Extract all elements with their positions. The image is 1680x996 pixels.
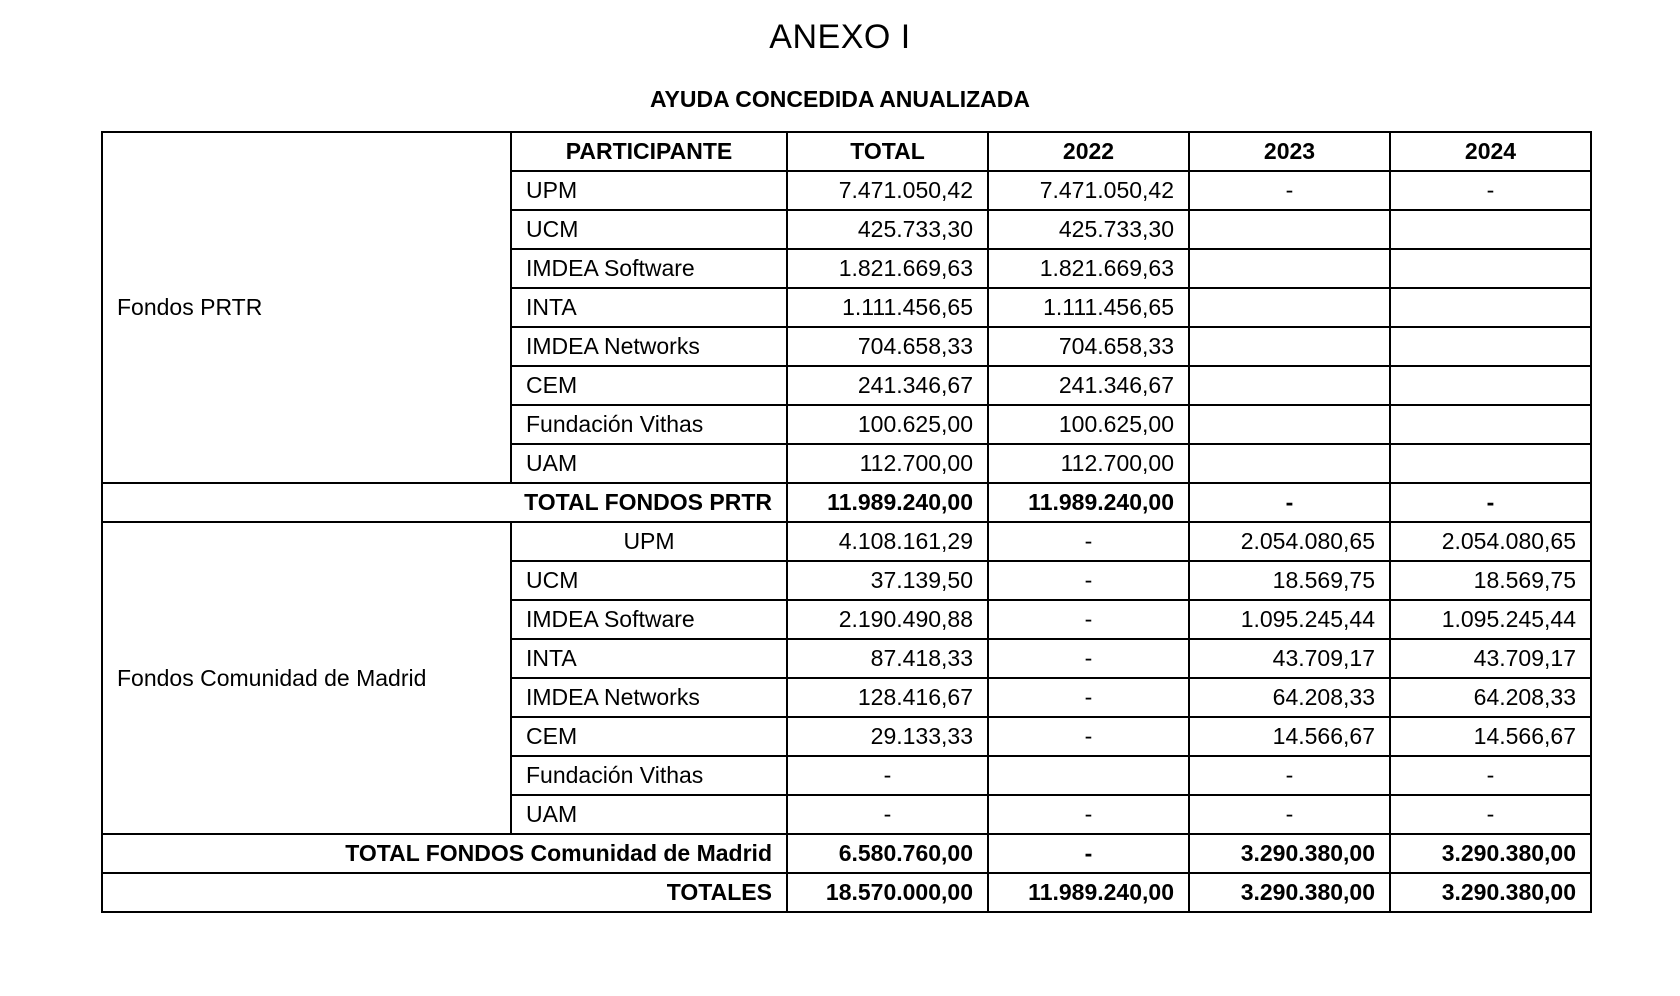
subtotal-row-cam — [102, 834, 1591, 873]
cell-total: 4.108.161,29 — [787, 522, 988, 561]
cell-2022: 425.733,30 — [988, 210, 1189, 249]
cell-2023 — [1189, 210, 1390, 249]
cell-2023: 3.290.380,00 — [1189, 873, 1390, 912]
cell-2022: 241.346,67 — [988, 366, 1189, 405]
cell-2022: 11.989.240,00 — [988, 483, 1189, 522]
cell-total: - — [787, 756, 988, 795]
cell-2022: - — [988, 639, 1189, 678]
subtotal-row-prtr — [102, 483, 1591, 522]
cell-2024 — [1390, 327, 1591, 366]
table-row — [102, 522, 1591, 561]
cell-total: 425.733,30 — [787, 210, 988, 249]
page-subtitle: AYUDA CONCEDIDA ANUALIZADA — [650, 86, 1030, 112]
cell-2024: 14.566,67 — [1390, 717, 1591, 756]
cell-total: 87.418,33 — [787, 639, 988, 678]
group-label-cam: Fondos Comunidad de Madrid — [102, 522, 511, 834]
cell-2024: - — [1390, 171, 1591, 210]
participant-name: UCM — [511, 561, 787, 600]
cell-2024: - — [1390, 483, 1591, 522]
cell-2023: - — [1189, 795, 1390, 834]
cell-2024: - — [1390, 795, 1591, 834]
cell-2022: - — [988, 678, 1189, 717]
cell-2023: 64.208,33 — [1189, 678, 1390, 717]
participant-name: UPM — [511, 171, 787, 210]
cell-2023: 2.054.080,65 — [1189, 522, 1390, 561]
page-title: ANEXO I — [769, 18, 911, 56]
cell-total: 704.658,33 — [787, 327, 988, 366]
cell-total: 128.416,67 — [787, 678, 988, 717]
cell-2024: - — [1390, 756, 1591, 795]
cell-2024 — [1390, 405, 1591, 444]
cell-2023: 14.566,67 — [1189, 717, 1390, 756]
participant-name: IMDEA Software — [511, 249, 787, 288]
cell-2023 — [1189, 249, 1390, 288]
cell-2022: - — [988, 717, 1189, 756]
cell-2022: 100.625,00 — [988, 405, 1189, 444]
cell-2023 — [1189, 327, 1390, 366]
cell-2023 — [1189, 405, 1390, 444]
participant-name: UAM — [511, 444, 787, 483]
participant-name: IMDEA Networks — [511, 678, 787, 717]
cell-total: 11.989.240,00 — [787, 483, 988, 522]
cell-2023: - — [1189, 756, 1390, 795]
cell-2022: 1.821.669,63 — [988, 249, 1189, 288]
cell-2022: 704.658,33 — [988, 327, 1189, 366]
participant-name: UCM — [511, 210, 787, 249]
cell-2024 — [1390, 288, 1591, 327]
cell-2023 — [1189, 444, 1390, 483]
cell-2022: 7.471.050,42 — [988, 171, 1189, 210]
cell-2024: 18.569,75 — [1390, 561, 1591, 600]
cell-total: 2.190.490,88 — [787, 600, 988, 639]
cell-2023: 43.709,17 — [1189, 639, 1390, 678]
participant-name: UAM — [511, 795, 787, 834]
cell-2023: - — [1189, 171, 1390, 210]
cell-total: 1.821.669,63 — [787, 249, 988, 288]
cell-2022: - — [988, 834, 1189, 873]
cell-2023: 3.290.380,00 — [1189, 834, 1390, 873]
cell-total: 100.625,00 — [787, 405, 988, 444]
cell-total: - — [787, 795, 988, 834]
participant-name: UPM — [511, 522, 787, 561]
cell-total: 7.471.050,42 — [787, 171, 988, 210]
cell-2022: 11.989.240,00 — [988, 873, 1189, 912]
cell-2023: - — [1189, 483, 1390, 522]
header-total: TOTAL — [787, 132, 988, 171]
cell-total: 18.570.000,00 — [787, 873, 988, 912]
cell-2024 — [1390, 444, 1591, 483]
cell-total: 37.139,50 — [787, 561, 988, 600]
header-2023: 2023 — [1189, 132, 1390, 171]
participant-name: INTA — [511, 639, 787, 678]
cell-2024 — [1390, 249, 1591, 288]
cell-2022 — [988, 756, 1189, 795]
cell-2024 — [1390, 210, 1591, 249]
cell-2024: 43.709,17 — [1390, 639, 1591, 678]
funding-table — [101, 131, 1592, 913]
subtotal-label: TOTAL FONDOS PRTR — [102, 483, 787, 522]
cell-total: 29.133,33 — [787, 717, 988, 756]
header-participante: PARTICIPANTE — [511, 132, 787, 171]
header-2022: 2022 — [988, 132, 1189, 171]
cell-2022: - — [988, 522, 1189, 561]
participant-name: CEM — [511, 717, 787, 756]
cell-total: 112.700,00 — [787, 444, 988, 483]
cell-total: 1.111.456,65 — [787, 288, 988, 327]
cell-total: 241.346,67 — [787, 366, 988, 405]
cell-2024: 1.095.245,44 — [1390, 600, 1591, 639]
participant-name: INTA — [511, 288, 787, 327]
cell-2024 — [1390, 366, 1591, 405]
participant-name: CEM — [511, 366, 787, 405]
cell-2022: - — [988, 561, 1189, 600]
group-label-prtr: Fondos PRTR — [102, 132, 511, 483]
cell-2024: 3.290.380,00 — [1390, 834, 1591, 873]
header-row — [102, 132, 1591, 171]
grand-total-row — [102, 873, 1591, 912]
participant-name: Fundación Vithas — [511, 756, 787, 795]
cell-2024: 2.054.080,65 — [1390, 522, 1591, 561]
cell-2022: - — [988, 600, 1189, 639]
participant-name: Fundación Vithas — [511, 405, 787, 444]
cell-2024: 3.290.380,00 — [1390, 873, 1591, 912]
cell-total: 6.580.760,00 — [787, 834, 988, 873]
subtotal-label: TOTAL FONDOS Comunidad de Madrid — [102, 834, 787, 873]
cell-2023: 18.569,75 — [1189, 561, 1390, 600]
cell-2024: 64.208,33 — [1390, 678, 1591, 717]
grand-total-label: TOTALES — [102, 873, 787, 912]
cell-2023 — [1189, 288, 1390, 327]
cell-2023: 1.095.245,44 — [1189, 600, 1390, 639]
cell-2022: 112.700,00 — [988, 444, 1189, 483]
participant-name: IMDEA Software — [511, 600, 787, 639]
cell-2022: 1.111.456,65 — [988, 288, 1189, 327]
cell-2022: - — [988, 795, 1189, 834]
header-2024: 2024 — [1390, 132, 1591, 171]
participant-name: IMDEA Networks — [511, 327, 787, 366]
cell-2023 — [1189, 366, 1390, 405]
